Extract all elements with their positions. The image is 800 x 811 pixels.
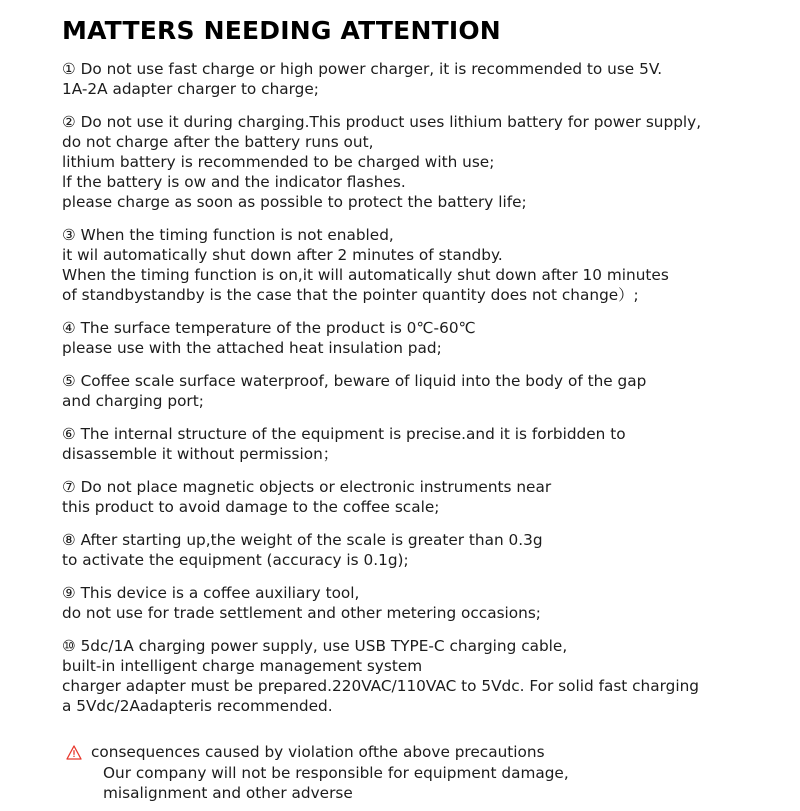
notice-line: ⑨ This device is a coffee auxiliary tool, (62, 584, 360, 602)
notice-line: ⑥ The internal structure of the equipment is precise.and it is forbidden to (62, 425, 626, 443)
notice-item-9 (62, 583, 772, 623)
notice-line: charger adapter must be prepared.220VAC/110VAC to 5Vdc. For solid fast charging (62, 677, 700, 695)
notice-item-2 (62, 112, 772, 212)
notice-line: this product to avoid damage to the coffee scale; (62, 498, 440, 516)
notice-line: ⑦ Do not place magnetic objects or electronic instruments near (62, 478, 552, 496)
notice-line: disassemble it without permission； (62, 445, 339, 463)
notice-line: do not use for trade settlement and other metering occasions; (62, 604, 541, 622)
warning-line: misalignment and other adverse (103, 784, 353, 802)
notice-line: lf the battery is ow and the indicator flashes. (62, 173, 406, 191)
notice-line: please charge as soon as possible to protect the battery life; (62, 193, 527, 211)
notice-item-7 (62, 477, 772, 517)
notice-line: it wil automatically shut down after 2 minutes of standby. (62, 246, 503, 264)
notice-line: 1A-2A adapter charger to charge; (62, 80, 319, 98)
notice-item-8 (62, 530, 772, 570)
notice-line: and charging port; (62, 392, 204, 410)
warning-triangle-icon (66, 745, 82, 764)
notice-item-4 (62, 318, 772, 358)
notice-line: ⑤ Coffee scale surface waterproof, beware of liquid into the body of the gap (62, 372, 647, 390)
notice-line: of standbystandby is the case that the pointer quantity does not change）; (62, 286, 639, 304)
notice-line: ⑧ After starting up,the weight of the scale is greater than 0.3g (62, 531, 543, 549)
notice-line: to activate the equipment (accuracy is 0.1g); (62, 551, 409, 569)
notice-line: do not charge after the battery runs out, (62, 133, 374, 151)
notice-item-1 (62, 59, 772, 99)
notice-line: ② Do not use it during charging.This product uses lithium battery for power supply, (62, 113, 702, 131)
warning-notice (62, 742, 772, 804)
warning-line: Our company will not be responsible for equipment damage, (103, 763, 569, 782)
notice-item-6 (62, 424, 772, 464)
notice-item-10 (62, 636, 772, 716)
notice-line: built-in intelligent charge management system (62, 657, 423, 675)
notice-line: ⑩ 5dc/1A charging power supply, use USB TYPE-C charging cable, (62, 637, 568, 655)
notice-line: a 5Vdc/2Aadapteris recommended. (62, 697, 333, 715)
warning-text-block (91, 742, 569, 804)
page-title: MATTERS NEEDING ATTENTION (62, 16, 501, 45)
notice-line: ① Do not use fast charge or high power charger, it is recommended to use 5V. (62, 60, 663, 78)
notice-line: ④ The surface temperature of the product is 0℃-60℃ (62, 319, 476, 337)
notice-line: please use with the attached heat insulation pad; (62, 339, 442, 357)
notice-line: ③ When the timing function is not enabled, (62, 226, 394, 244)
notice-line: When the timing function is on,it will automatically shut down after 10 minutes (62, 266, 669, 284)
notice-item-3 (62, 225, 772, 305)
warning-line: consequences caused by violation ofthe above precautions (91, 743, 545, 761)
notice-line: lithium battery is recommended to be charged with use; (62, 153, 495, 171)
notice-item-5 (62, 371, 772, 411)
